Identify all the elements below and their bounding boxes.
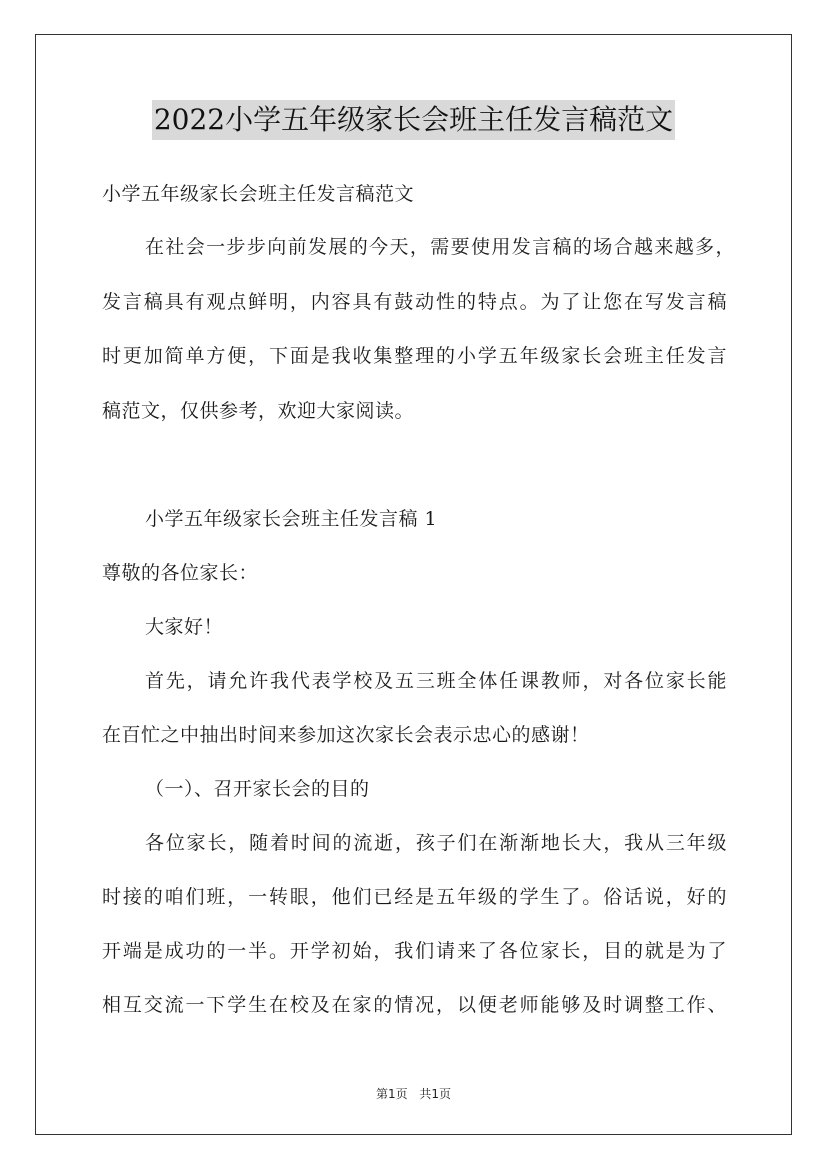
document-title: 2022小学五年级家长会班主任发言稿范文 <box>152 100 675 140</box>
paragraph-line: 在社会一步步向前发展的今天，需要使用发言稿的场合越来越多， <box>145 236 735 258</box>
paragraph-line: 时更加简单方便，下面是我收集整理的小学五年级家长会班主任发言 <box>102 345 727 367</box>
page-footer <box>0 1085 827 1102</box>
page-total: 共1页 <box>419 1087 452 1101</box>
title-block <box>0 100 827 140</box>
paragraph-line: 稿范文，仅供参考，欢迎大家阅读。 <box>102 400 415 422</box>
paragraph-line: 发言稿具有观点鲜明，内容具有鼓动性的特点。为了让您在写发言稿 <box>102 291 727 313</box>
subtitle-line: 小学五年级家长会班主任发言稿范文 <box>102 183 415 205</box>
paragraph-line: 各位家长，随着时间的流逝，孩子们在渐渐地长大，我从三年级 <box>145 832 727 854</box>
paragraph-line: 时接的咱们班，一转眼，他们已经是五年级的学生了。俗话说，好的 <box>102 886 727 908</box>
paragraph-line: 相互交流一下学生在校及在家的情况，以便老师能够及时调整工作、 <box>102 994 727 1016</box>
paragraph-line: 在百忙之中抽出时间来参加这次家长会表示忠心的感谢！ <box>102 724 590 746</box>
page-number: 第1页 <box>375 1087 408 1101</box>
subsection-heading: （一）、召开家长会的目的 <box>145 778 370 800</box>
salutation: 尊敬的各位家长： <box>102 562 259 584</box>
paragraph-line: 首先，请允许我代表学校及五三班全体任课教师，对各位家长能 <box>145 670 727 692</box>
paragraph-line: 开端是成功的一半。开学初始，我们请来了各位家长，目的就是为了 <box>102 940 727 962</box>
greeting: 大家好！ <box>145 616 224 638</box>
section-heading: 小学五年级家长会班主任发言稿 1 <box>145 508 438 530</box>
